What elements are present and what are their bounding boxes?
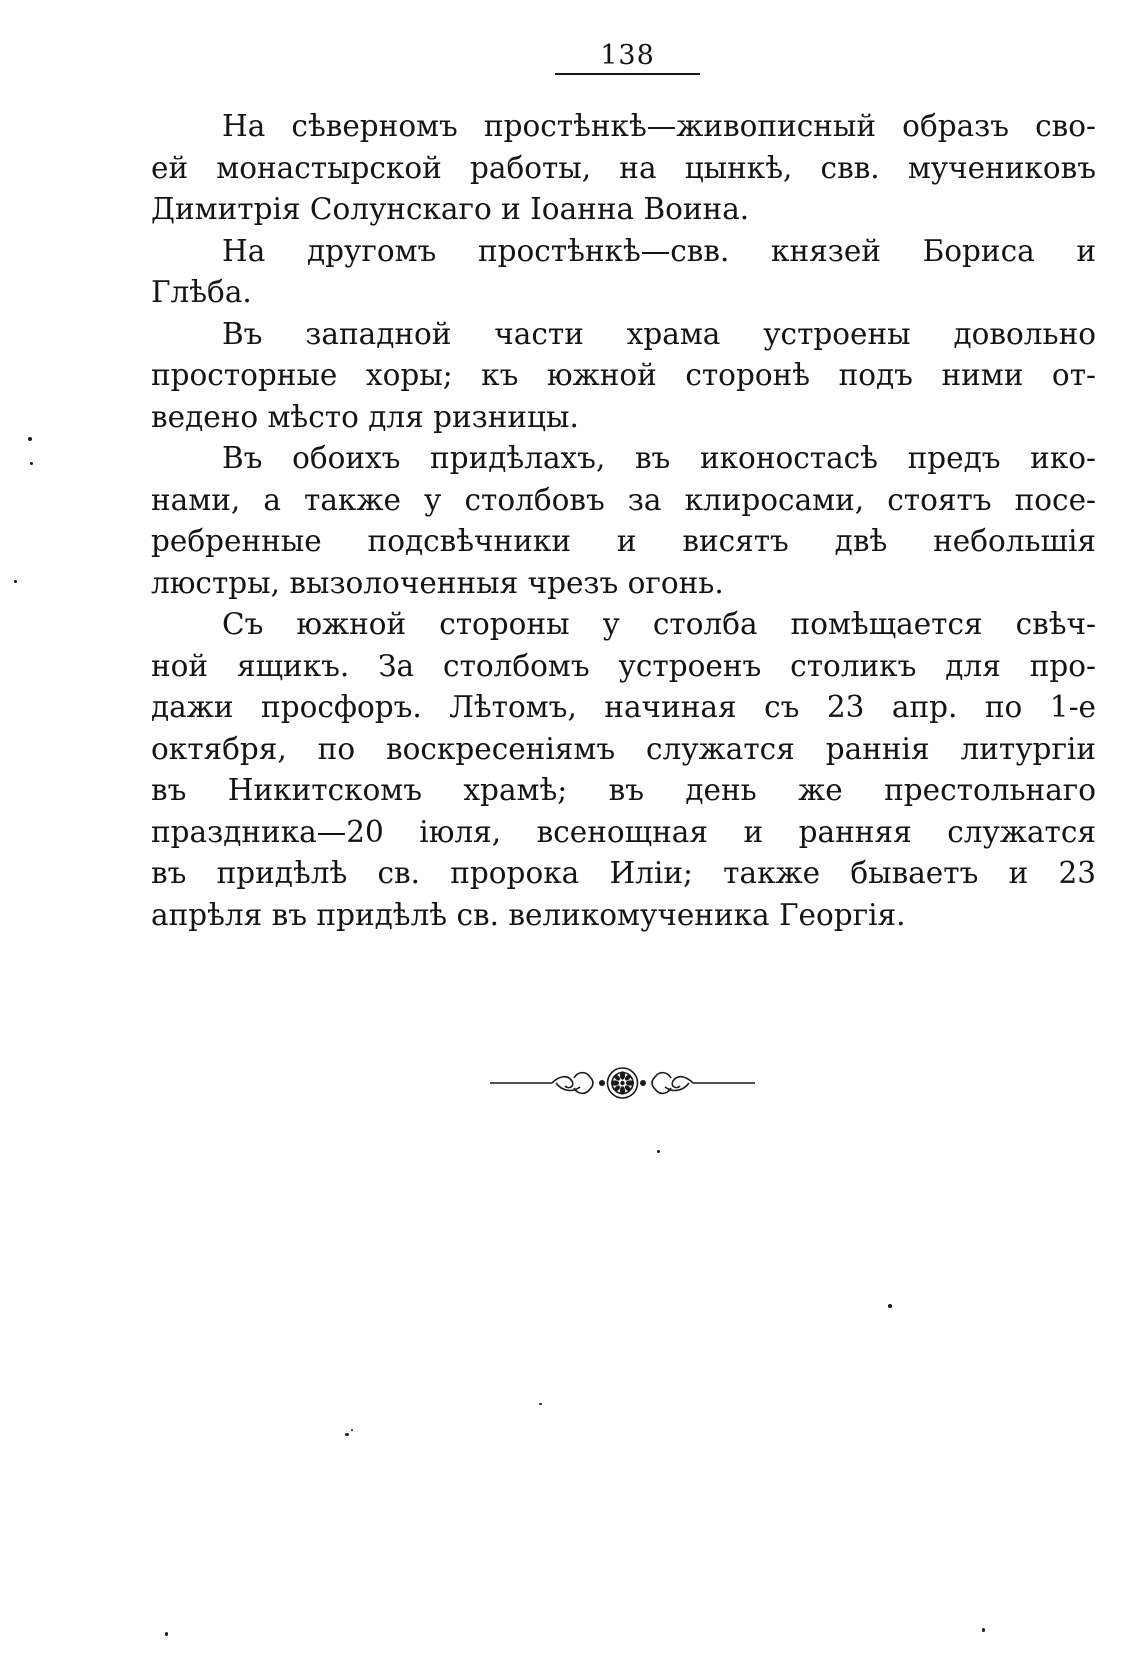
text-line: ей монастырской работы, на цынкѣ, свв. мучениковъ xyxy=(151,150,1096,185)
print-speck xyxy=(982,1628,985,1632)
page-number-rule xyxy=(555,73,700,75)
text-line: люстры, вызолоченныя чрезъ огонь. xyxy=(151,565,724,600)
text-line: ведено мѣсто для ризницы. xyxy=(151,399,579,434)
floral-rosette-tailpiece-icon xyxy=(490,1065,755,1101)
text-line: ной ящикъ. За столбомъ устроенъ столикъ для про- xyxy=(151,648,1096,683)
text-line: Въ западной части храма устроены довольно xyxy=(222,316,1096,351)
text-line: Димитрія Солунскаго и Іоанна Воина. xyxy=(151,192,750,226)
print-speck xyxy=(888,1304,892,1308)
text-line: На другомъ простѣнкѣ—свв. князей Бориса и xyxy=(222,233,1096,268)
text-line: ребренные подсвѣчники и висятъ двѣ небольшія xyxy=(151,524,1096,558)
text-line: въ Никитскомъ храмѣ; въ день же престольнаго xyxy=(151,773,1096,807)
print-speck xyxy=(351,1429,353,1431)
print-speck xyxy=(28,437,32,441)
print-speck xyxy=(14,580,17,583)
print-speck xyxy=(539,1403,542,1405)
text-line: октября, по воскресеніямъ служатся раннія литургіи xyxy=(151,731,1096,766)
print-speck xyxy=(165,1632,168,1636)
text-line: праздника—20 іюля, всенощная и ранняя служатся xyxy=(151,814,1096,849)
print-speck xyxy=(30,462,33,465)
text-line: дажи просфоръ. Лѣтомъ, начиная съ 23 апр. по 1-е xyxy=(151,690,1096,724)
text-line: нами, а также у столбовъ за клиросами, стоятъ посе- xyxy=(151,482,1096,517)
text-line: На сѣверномъ простѣнкѣ—живописный образъ сво- xyxy=(222,109,1096,143)
page-number: 138 xyxy=(600,40,655,71)
text-line: Глѣба. xyxy=(151,275,252,309)
text-line: въ придѣлѣ св. пророка Иліи; также бываетъ и 23 xyxy=(151,856,1096,890)
text-line: Въ обоихъ придѣлахъ, въ иконостасѣ предъ ико- xyxy=(222,441,1096,475)
body-text xyxy=(151,106,1096,936)
text-line: просторные хоры; къ южной сторонѣ подъ ними от- xyxy=(151,358,1096,392)
print-speck xyxy=(657,1150,660,1153)
print-speck xyxy=(345,1433,349,1436)
text-line: апрѣля въ придѣлѣ св. великомученика Георгія. xyxy=(151,897,906,932)
text-line: Съ южной стороны у столба помѣщается свѣч- xyxy=(222,607,1096,641)
